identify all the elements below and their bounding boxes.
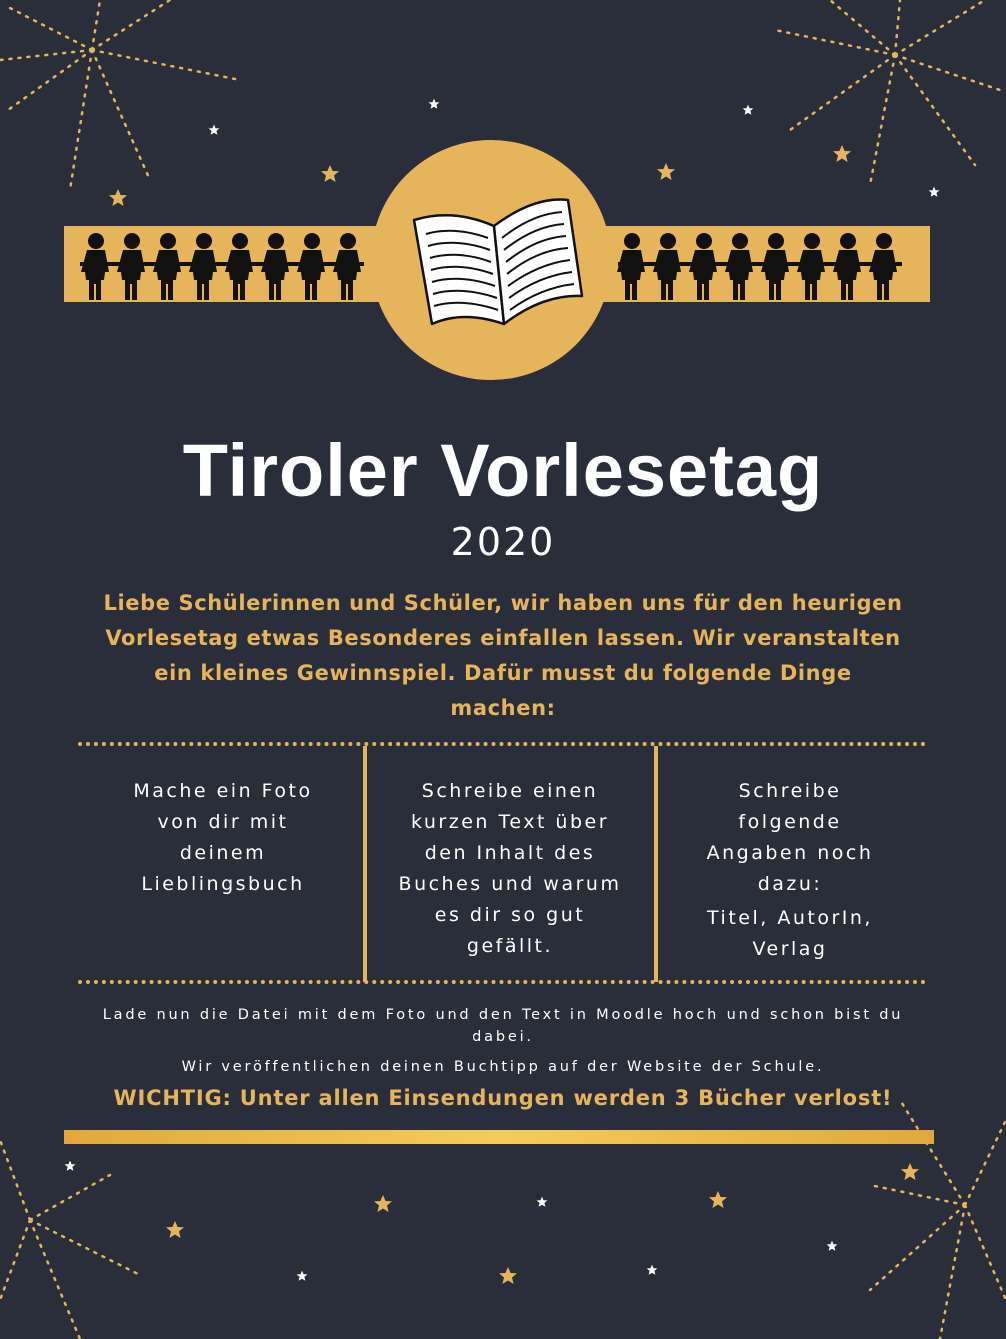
step-text: Schreibe einen kurzen Text über den Inhalt des Buches und warum es dir so gut gefällt. bbox=[398, 780, 622, 957]
star-icon bbox=[743, 105, 754, 115]
firework-burst-icon bbox=[775, 0, 1000, 185]
star-icon bbox=[647, 1265, 658, 1275]
step-details bbox=[688, 776, 892, 965]
children-holding-hands-icon bbox=[616, 226, 916, 302]
star-icon bbox=[166, 1221, 184, 1238]
firework-burst-icon bbox=[0, 1140, 140, 1339]
star-icon bbox=[929, 187, 940, 197]
gold-bar bbox=[64, 1130, 934, 1144]
step-details-text: Schreibe folgende Angaben noch dazu: bbox=[706, 780, 874, 895]
children-holding-hands-icon bbox=[80, 226, 370, 302]
star-icon bbox=[709, 1191, 727, 1208]
divider-bottom bbox=[78, 980, 926, 984]
column-divider bbox=[363, 746, 367, 982]
star-icon bbox=[657, 163, 675, 180]
star-icon bbox=[901, 1163, 919, 1180]
star-icon bbox=[833, 145, 851, 162]
star-icon bbox=[65, 1161, 76, 1171]
open-book-icon bbox=[408, 192, 586, 332]
star-icon bbox=[109, 189, 127, 206]
star-icon bbox=[499, 1267, 517, 1284]
star-icon bbox=[209, 125, 220, 135]
step-photo: Mache ein Foto von dir mit deinem Lieblingsbuch bbox=[133, 780, 313, 895]
star-icon bbox=[429, 99, 440, 109]
publish-note: Wir veröffentlichen deinen Buchtipp auf der Website der Schule. bbox=[181, 1059, 825, 1075]
important-note: WICHTIG: Unter allen Einsendungen werden 3 Bücher verlost! bbox=[113, 1086, 893, 1110]
column-divider bbox=[654, 746, 658, 982]
divider-top bbox=[78, 742, 926, 746]
star-icon bbox=[374, 1195, 392, 1212]
intro-text: Liebe Schülerinnen und Schüler, wir haben uns für den heurigen Vorlesetag etwas Besonderes einfallen lassen. Wir veranstalten ein kleines Gewinnspiel. Dafür musst du folgende Dinge machen: bbox=[103, 591, 903, 720]
star-icon bbox=[297, 1271, 308, 1281]
star-icon bbox=[321, 165, 339, 182]
upload-instructions: Lade nun die Datei mit dem Foto und den Text in Moodle hoch und schon bist du dabei. bbox=[102, 1007, 904, 1045]
star-icon bbox=[827, 1241, 838, 1251]
page-title: Tiroler Vorlesetag bbox=[182, 429, 824, 512]
star-icon bbox=[537, 1197, 548, 1207]
firework-burst-icon bbox=[0, 0, 240, 190]
step-details-fields: Titel, AutorIn, Verlag bbox=[707, 907, 873, 960]
event-year: 2020 bbox=[450, 520, 556, 564]
